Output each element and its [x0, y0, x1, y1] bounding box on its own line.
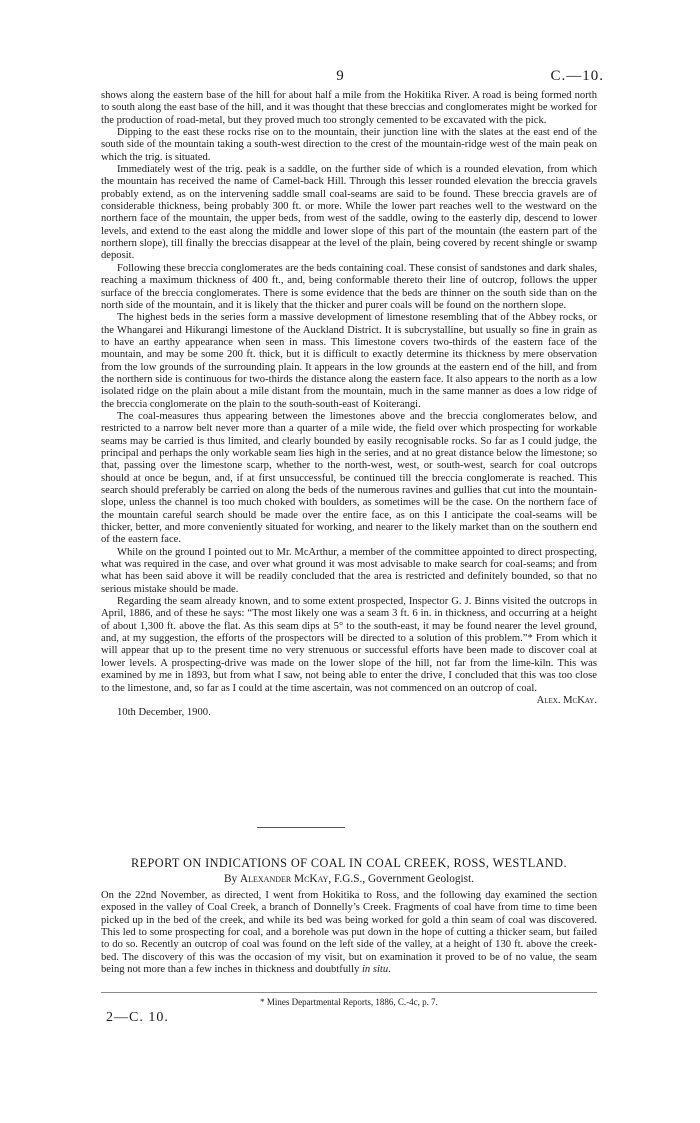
paragraph: Regarding the seam already known, and to some extent prospected, Inspector G. J. Binns visited the outcrops in April, 1886, and of these he says: “The most likely one was a seam 3 ft. 6 in. in thickness, and occurring at a height of about 1,300 ft. above the flat. As this seam dips at 5° to the south-east, it may be found nearer the level ground, and, at my suggestion, the efforts of the prospectors will be directed to a solution of this problem.”* From which it will appear that up to the present time no very strenuous or successful efforts have been made to discover coal at lower levels. A prospecting-drive was made on the lower slope of the hill, not far from the lime-kiln. This was examined by me in 1893, but from what I saw, not being able to enter the drive, I concluded that this was too close to the limestone, and, so far as I could at the time ascertain, was not commenced on an outcrop of coal.	[101, 596, 597, 694]
paragraph: The highest beds in the series form a massive development of limestone resembling that of the Abbey rocks, or the Whangarei and Hikurangi limestone of the Auckland District. It is subcrystalline, but usually so fine in grain as to have an earthy appearance when seen in mass. This limestone covers two-thirds of the eastern face of the mountain, and may be some 200 ft. thick, but it is difficult to exactly determine its thickness by mere observation from the low grounds of the surrounding plain. It appears in the low grounds at the eastern end of the hill, and from the northern side is continuous for two-thirds the distance along the eastern face. It also appears to the north as a low isolated ridge on the plain about a mile distant from the mountain, much in the same manner as does a low ridge of the breccia conglomerate on the plain to the south-south-east of Koiterangi.	[101, 312, 597, 410]
signature: Alex. McKay.	[536, 694, 597, 706]
author-name: Alexander McKay	[239, 873, 329, 885]
report-body	[101, 90, 597, 720]
paragraph: Immediately west of the trig. peak is a saddle, on the further side of which is a rounded elevation, from which the mountain has received the name of Camel-back Hill. Through this lesser rounded elevation the breccia gravels probably extend, as on the intervening saddle small coal-seams are said to be found. These breccia gravels are of considerable thickness, being probably 300 ft. or more. While the lower part reaches well to the westward on the northern face of the mountain, the upper beds, from west of the saddle, owing to the easterly dip, descend to lower levels, and extend to the east along the middle and lower slope of this part of the mountain (the eastern part of the northern slope), till finally the breccias disappear at the level of the plain, being covered by recent shingle or swamp deposit.	[101, 164, 597, 262]
section-divider	[257, 827, 345, 828]
footnote: * Mines Departmental Reports, 1886, C.-4c, p. 7.	[260, 997, 438, 1007]
paragraph-text: On the 22nd November, as directed, I went from Hokitika to Ross, and the following day examined the section exposed in the valley of Coal Creek, a branch of Donnelly’s Creek. Fragments of coal have from time to time been picked up in the bed of the creek, and while its bed was being worked for gold a thin seam of coal was discovered. This led to some prospecting for coal, and a borehole was put down in the hope of cutting a thicker seam, but failed to do so. Recently an outcrop of coal was found on the left side of the valley, at a height of 130 ft. above the creek-bed. The discovery of this was the occasion of my visit, but on examination it proved to be of no value, the seam being not more than a few inches in thickness and doubtfully	[101, 890, 597, 976]
paragraph	[101, 890, 597, 976]
paragraph: shows along the eastern base of the hill for about half a mile from the Hokitika River. A road is being formed north to south along the east base of the hill, and it was thought that these breccias and conglomerates might be worked for the production of road-metal, but they proved much too strongly cemented to be excavated with the pick.	[101, 90, 597, 126]
footnote-rule	[101, 992, 597, 993]
byline	[101, 873, 597, 885]
paragraph: Following these breccia conglomerates are the beds containing coal. These consist of sandstones and dark shales, reaching a maximum thickness of 400 ft., and, being conformable thereto their line of outcrop, follows the upper surface of the breccia conglomerates. There is some evidence that the beds are thinner on the south side than on the north side of the mountain, and it is likely that the thicker and purer coals will be found on the northern slope.	[101, 262, 597, 311]
byline-prefix: By	[223, 873, 238, 885]
italic-phrase: in situ	[361, 964, 389, 976]
paragraph-end: .	[388, 964, 391, 976]
report2-body	[101, 890, 597, 976]
signature-line	[101, 695, 597, 707]
report-date: 10th December, 1900.	[117, 707, 211, 719]
byline-suffix: , F.G.S., Government Geologist.	[328, 873, 475, 885]
sheet-mark: 2—C. 10.	[106, 1010, 169, 1025]
report-title: REPORT ON INDICATIONS OF COAL IN COAL CREEK, ROSS, WESTLAND.	[131, 856, 567, 870]
page-number: 9	[336, 68, 344, 84]
paragraph: The coal-measures thus appearing between the limestones above and the breccia conglomerates below, and restricted to a narrow belt never more than a quarter of a mile wide, the field over which prospecting for workable seams may be carried is thus limited, and clearly bounded by easily recognisable rocks. So far as I could judge, the principal and perhaps the only workable seam lies high in the series, and at no great distance below the limestone; so that, passing over the limestone scarp, whether to the north-west, west, or south-west, search for coal outcrops should at once be begun, and, if at first unsuccessful, be continued till the breccia conglomerate is reached. This search should preferably be carried on along the beds of the numerous ravines and gullies that cut into the mountain-slope, unless the channel is too much choked with boulders, as sometimes will be the case. On the northern face of the mountain careful search should be made over the entire face, as on this I anticipate the coal-seams will be thicker, better, and more conveniently situated for working, and nearer to the likely market than on the southern end of the eastern face.	[101, 410, 597, 546]
paragraph: Dipping to the east these rocks rise on to the mountain, their junction line with the slates at the east end of the south side of the mountain taking a south-west direction to the crest of the mountain-ridge west of the main peak on which the trig. is situated.	[101, 127, 597, 163]
document-reference: C.—10.	[550, 68, 604, 84]
paragraph: While on the ground I pointed out to Mr. McArthur, a member of the committee appointed to direct prospecting, what was required in the case, and over what ground it was most advisable to make search for coal-seams; and from what has been said above it will be readily concluded that the area is restricted and definitely bounded, so that no serious mistake should be made.	[101, 546, 597, 595]
